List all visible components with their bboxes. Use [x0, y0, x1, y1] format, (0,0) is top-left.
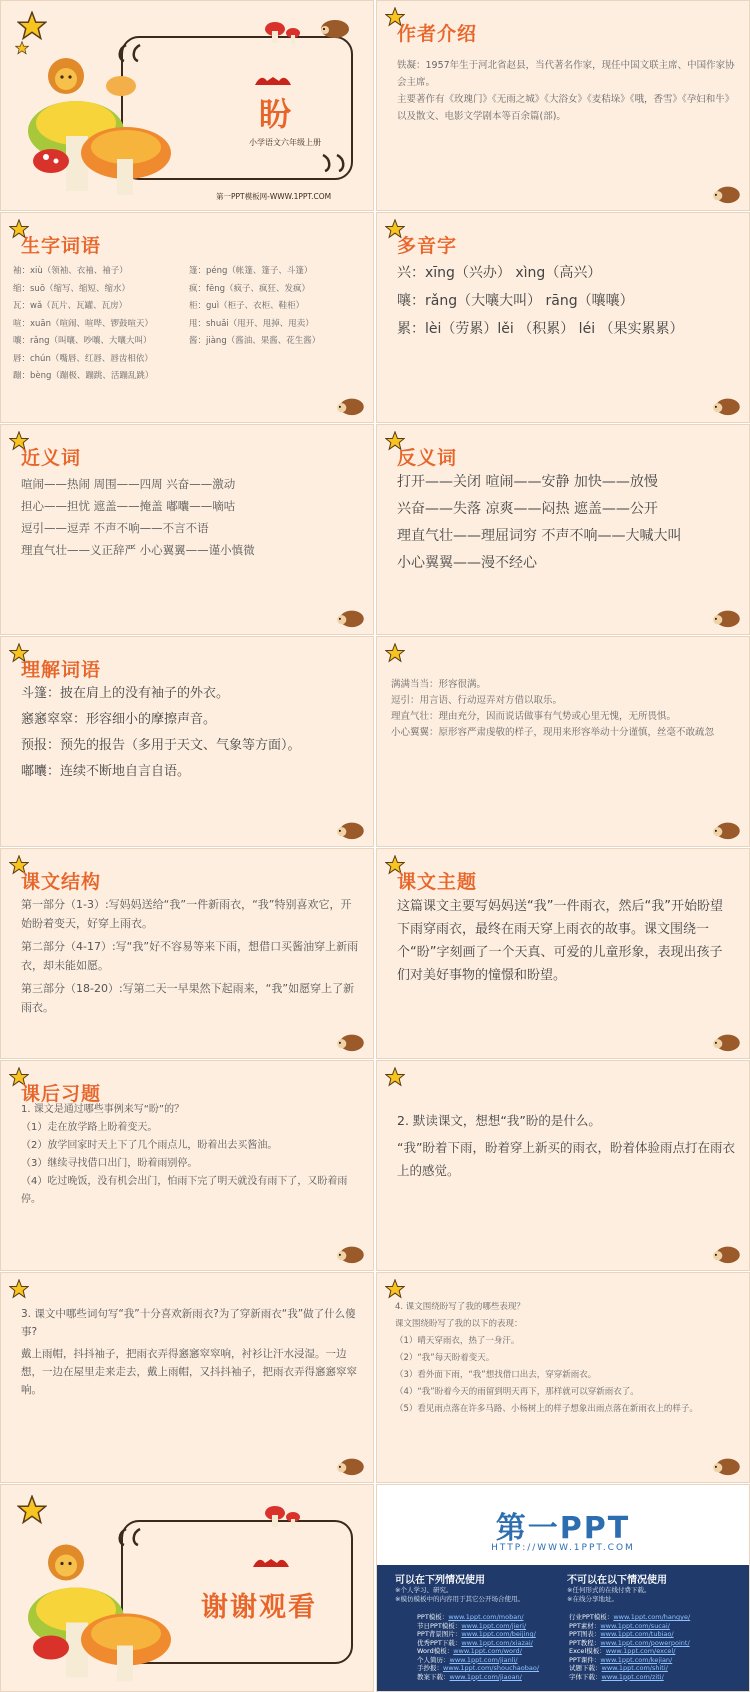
exercise-line: 1. 课文是通过哪些事例来写“盼”的？ [21, 1104, 185, 1115]
exercise-answer: “我”盼着下雨，盼着穿上新买的雨衣，盼着体验雨点打在雨衣上的感觉。 [397, 1140, 735, 1178]
hedgehog-icon [711, 1030, 741, 1052]
polyphone-line: 兴：xīng（兴办） xìng（高兴） [397, 265, 602, 281]
link[interactable]: www.1ppt.com/xiazai/ [461, 1638, 533, 1647]
slide-synonyms[interactable] [0, 424, 374, 635]
links-right [569, 1613, 690, 1681]
vocab-item: 篷：péng（帐篷、篷子、斗篷） [189, 266, 313, 276]
exercise-question: 2. 默读课文，想想“我”盼的是什么。 [397, 1113, 601, 1128]
slide-polyphone[interactable] [376, 212, 750, 423]
link-row: 试题下载：www.1ppt.com/shiti/ [569, 1664, 668, 1672]
exercise-line: （2）放学回家时天上下了几个雨点儿，盼着出去买酱油。 [21, 1140, 278, 1151]
link[interactable]: www.1ppt.com/moban/ [448, 1613, 524, 1621]
link-row: 个人简历：www.1ppt.com/jianli/ [417, 1655, 518, 1664]
link[interactable]: www.1ppt.com/sucai/ [600, 1621, 670, 1630]
star-icon [385, 1279, 405, 1299]
polyphone-line: 嚷：rǎng（大嚷大叫） rāng（嚷嚷） [397, 293, 634, 309]
exercise-line: （5）看见雨点落在许多马路、小杨树上的样子想象出雨点落在新雨衣上的样子。 [395, 1404, 698, 1414]
exercise3-body [21, 1305, 359, 1399]
slide-title: 多音字 [397, 235, 458, 257]
devil-horns-icon [253, 71, 293, 89]
link[interactable]: www.1ppt.com/jianli/ [449, 1655, 518, 1664]
vocab-item: 瓦：wǎ（瓦片、瓦罐、瓦房） [13, 301, 128, 311]
slide-antonyms[interactable] [376, 424, 750, 635]
brand-url[interactable]: HTTP://WWW.1PPT.COM [491, 1543, 635, 1553]
exercise-line: （3）看外面下雨，“我”想找借口出去，穿穿新雨衣。 [395, 1370, 597, 1380]
hedgehog-icon [711, 1454, 741, 1476]
link[interactable]: www.1ppt.com/ziti/ [601, 1672, 664, 1681]
slide-exercise-2[interactable] [376, 1060, 750, 1271]
vocab-columns [13, 263, 359, 386]
slide-exercise-4[interactable] [376, 1272, 750, 1483]
can-use-item: ※个人学习、研究。 [395, 1586, 453, 1594]
link-row: Excel模板：www.1ppt.com/excel/ [569, 1647, 676, 1655]
polyphone-line: 累：lèi（劳累）lěi （积累） léi （果实累累） [397, 321, 684, 337]
small-mushrooms-icon [263, 1503, 303, 1531]
star-icon [385, 1067, 405, 1087]
slide-vocab[interactable] [0, 212, 374, 423]
link[interactable]: www.1ppt.com/beijing/ [461, 1630, 536, 1638]
hedgehog-icon [335, 606, 365, 628]
hedgehog-icon [335, 1454, 365, 1476]
exercise-line: （1）走在放学路上盼着变天。 [21, 1122, 158, 1133]
meaning-line: 满满当当：形容很满。 [391, 679, 487, 690]
synonyms-line: 逗引——逗弄 不声不响——不言不语 [21, 521, 209, 535]
devil-horns-icon [251, 1553, 291, 1571]
small-mushrooms-icon [263, 19, 303, 47]
author-body [397, 57, 735, 125]
hedgehog-icon [335, 394, 365, 416]
theme-text: 这篇课文主要写妈妈送“我”一件雨衣，然后“我”开始盼望下雨穿雨衣，最终在雨天穿上雨衣的故事。课文围绕一个“盼”字刻画了一个天真、可爱的儿童形象，表现出孩子们对美好事物的憧憬和盼望。 [397, 899, 723, 983]
links-left [417, 1613, 539, 1681]
link[interactable]: www.1ppt.com/powerpoint/ [600, 1638, 690, 1647]
vocab-item: 缩：suō（缩写、缩短、缩水） [13, 283, 131, 294]
vocab-item: 唇：chún（嘴唇、红唇、唇齿相依） [13, 353, 153, 364]
exercise-line: （4）“我”盼着今天的雨留到明天再下，那样就可以穿新雨衣了。 [395, 1387, 639, 1397]
structure-body [21, 895, 359, 1017]
meaning-line: 窸窸窣窣：形容细小的摩擦声音。 [21, 712, 217, 727]
link-row: PPT图表：www.1ppt.com/tubiao/ [569, 1630, 674, 1638]
can-use-item: ※模仿模板中的内容用于其它公开场合使用。 [395, 1595, 524, 1603]
meaning-line: 嘟囔：连续不断地自言自语。 [21, 764, 191, 779]
antonyms-line: 打开——关闭 喧闹——安静 加快——放慢 [397, 474, 658, 490]
exercise-line: （3）继续寻找借口出门，盼着雨别停。 [21, 1158, 198, 1169]
vocab-item: 疯：fēng（疯子、疯狂、发疯） [189, 283, 311, 294]
slide-structure[interactable] [0, 848, 374, 1059]
vocab-item: 蹦：bèng（蹦极、蹦跳、活蹦乱跳） [13, 371, 154, 381]
vocab-item: 酱：jiàng（酱油、果酱、花生酱） [189, 336, 321, 346]
brand-logo: 第一PPT [495, 1511, 631, 1546]
slide-author[interactable] [376, 0, 750, 211]
link[interactable]: www.1ppt.com/shiti/ [601, 1664, 668, 1672]
link[interactable]: www.1ppt.com/excel/ [605, 1647, 676, 1655]
meaning-line: 小心翼翼：原形容严肃虔敬的样子，现用来形容举动十分谨慎，丝毫不敢疏忽 [391, 727, 715, 738]
vocab-item: 喧：xuān（喧闹、喧哗、锣鼓喧天） [13, 318, 154, 329]
vocab-item: 柜：guì（柜子、衣柜、鞋柜） [189, 301, 305, 311]
cover-subtitle: 小学语文六年级上册 [249, 138, 321, 147]
vocab-item: 袖：xiù（领袖、衣袖、袖子） [13, 266, 128, 276]
hedgehog-icon [711, 606, 741, 628]
slide-meaning-1[interactable] [0, 636, 374, 847]
can-use-title: 可以在下列情况使用 [395, 1575, 485, 1586]
meaning2-body [391, 677, 735, 741]
thanks-text: 谢谢观看 [201, 1592, 317, 1623]
structure-line: 第二部分（4-17）:写“我”好不容易等来下雨，想借口买酱油穿上新雨衣，却未能如愿。 [21, 940, 359, 972]
slide-title: 课文主题 [397, 871, 478, 893]
synonyms-line: 喧闹——热闹 周围——四周 兴奋——激动 [21, 477, 236, 491]
vocab-right [189, 263, 359, 386]
antonyms-line: 兴奋——失落 凉爽——闷热 遮盖——公开 [397, 501, 658, 517]
star-icon [17, 1495, 47, 1525]
polyphone-body [397, 259, 735, 343]
exercise2-body [397, 1109, 735, 1182]
mushroom-lion-illustration [21, 41, 176, 201]
mushroom-lion-illustration [21, 1525, 176, 1690]
slide-exercise-1[interactable] [0, 1060, 374, 1271]
structure-line: 第一部分（1-3）:写妈妈送给“我”一件新雨衣，“我”特别喜欢它，开始盼着变天，好穿上雨衣。 [21, 898, 352, 930]
link-row: 行业PPT模板：www.1ppt.com/hangye/ [569, 1613, 691, 1621]
slide-title: 近义词 [21, 447, 82, 469]
exercise4-body [395, 1299, 735, 1418]
structure-line: 第三部分（18-20）:写第二天一早果然下起雨来，“我”如愿穿上了新雨衣。 [21, 982, 355, 1014]
brand-footer [377, 1565, 749, 1691]
link-row: 手抄报：www.1ppt.com/shouchaobao/ [417, 1664, 540, 1672]
meaning-line: 逗引：用言语、行动逗弄对方借以取乐。 [391, 695, 563, 706]
antonyms-line: 小心翼翼——漫不经心 [397, 555, 537, 571]
slide-theme[interactable] [376, 848, 750, 1059]
slide-title: 作者介绍 [397, 23, 478, 45]
quote-open-icon [116, 41, 154, 65]
vocab-item: 甩：shuǎi（甩开、甩掉、甩卖） [189, 318, 314, 329]
star-icon [9, 1279, 29, 1299]
slide-title: 理解词语 [21, 659, 102, 681]
link-row: PPT课件：www.1ppt.com/kejian/ [569, 1655, 673, 1664]
link-row: 字体下载：www.1ppt.com/ziti/ [569, 1672, 664, 1681]
can-use-section [395, 1571, 555, 1604]
synonyms-body [21, 473, 359, 561]
hedgehog-icon [335, 1242, 365, 1264]
meaning1-body [21, 681, 359, 785]
link[interactable]: www.1ppt.com/word/ [453, 1647, 522, 1655]
quote-open-icon [116, 1525, 154, 1549]
exercise1-body [21, 1101, 359, 1209]
author-p1: 铁凝：1957年生于河北省赵县，当代著名作家，现任中国文联主席、中国作家协会主席。 [397, 60, 735, 88]
link-row: 优秀PPT下载：www.1ppt.com/xiazai/ [417, 1638, 533, 1647]
author-p2: 主要著作有《玫瑰门》《无雨之城》《大浴女》《麦秸垛》《哦，香雪》《孕妇和牛》以及散文、电影文学剧本等百余篇(部)。 [397, 94, 735, 122]
cover-site: 第一PPT模板网-WWW.1PPT.COM [216, 192, 332, 201]
cannot-use-item: ※任何形式的在线付费下载。 [567, 1586, 651, 1594]
exercise-line: 4. 课文围绕盼写了我的哪些表现？ [395, 1302, 525, 1312]
hedgehog-icon [711, 818, 741, 840]
hedgehog-icon [711, 182, 741, 204]
link-row: 教案下载：www.1ppt.com/jiaoan/ [417, 1672, 522, 1681]
meaning-line: 理直气壮：理由充分，因而说话做事有气势或心里无愧，无所畏惧。 [391, 711, 677, 722]
exercise-question: 3. 课文中哪些词句写“我”十分喜欢新雨衣?为了穿新雨衣“我”做了什么傻事? [21, 1308, 356, 1338]
synonyms-line: 理直气壮——义正辞严 小心翼翼——谨小慎微 [21, 543, 255, 557]
link[interactable]: www.1ppt.com/hangye/ [613, 1613, 691, 1621]
slide-title: 生字词语 [21, 235, 102, 257]
slide-title: 课文结构 [21, 871, 102, 893]
hedgehog-icon [711, 394, 741, 416]
link[interactable]: www.1ppt.com/jiaoan/ [449, 1672, 522, 1681]
link[interactable]: www.1ppt.com/jieri/ [461, 1621, 527, 1630]
star-icon [17, 11, 47, 41]
slide-exercise-3[interactable] [0, 1272, 374, 1483]
star-icon [385, 643, 405, 663]
link-row: 节日PPT模板：www.1ppt.com/jieri/ [417, 1621, 527, 1630]
cover-title: 盼 [259, 95, 292, 133]
meaning-line: 斗篷：披在肩上的没有袖子的外衣。 [21, 686, 230, 701]
exercise-line: （4）吃过晚饭，没有机会出门，怕雨下完了明天就没有雨下了，又盼着雨停。 [21, 1176, 348, 1205]
link-row: PPT背景图片：www.1ppt.com/beijing/ [417, 1630, 536, 1638]
slide-meaning-2[interactable] [376, 636, 750, 847]
antonyms-body [397, 469, 735, 577]
hedgehog-icon [711, 1242, 741, 1264]
hedgehog-icon [319, 15, 351, 39]
slide-cover[interactable] [0, 0, 374, 211]
cannot-use-item: ※在线分享地址。 [567, 1595, 618, 1603]
vocab-item: 嚷：rǎng（叫嚷、吵嚷、大嚷大叫） [13, 336, 152, 346]
hedgehog-icon [335, 818, 365, 840]
link[interactable]: www.1ppt.com/tubiao/ [600, 1630, 674, 1638]
antonyms-line: 理直气壮——理屈词穷 不声不响——大喊大叫 [397, 528, 682, 544]
slide-title: 反义词 [397, 447, 458, 469]
link-row: PPT素材：www.1ppt.com/sucai/ [569, 1621, 670, 1630]
cannot-use-title: 不可以在以下情况使用 [567, 1575, 667, 1586]
vocab-left [13, 263, 183, 386]
link-row: PPT模板：www.1ppt.com/moban/ [417, 1613, 524, 1621]
exercise-line: （2）“我”每天盼着变天。 [395, 1353, 495, 1363]
cannot-use-section [567, 1571, 737, 1604]
slide-brand[interactable] [376, 1484, 750, 1692]
quote-close-icon [309, 151, 347, 175]
exercise-line: （1）晴天穿雨衣，热了一身汗。 [395, 1336, 520, 1346]
synonyms-line: 担心——担忧 遮盖——掩盖 嘟囔——嘀咕 [21, 499, 236, 513]
exercise-line: 课文围绕盼写了我的以下的表现： [395, 1319, 523, 1329]
link[interactable]: www.1ppt.com/shouchaobao/ [443, 1664, 540, 1672]
slide-title: 课后习题 [21, 1083, 102, 1105]
link-row: Word模板：www.1ppt.com/word/ [417, 1647, 522, 1655]
link-row: PPT教程：www.1ppt.com/powerpoint/ [569, 1638, 690, 1647]
meaning-line: 预报：预先的报告（多用于天文、气象等方面）。 [21, 738, 301, 753]
exercise-answer: 戴上雨帽，抖抖袖子，把雨衣弄得窸窸窣窣响，衬衫让汗水浸湿。一边想，一边在屋里走来走去，戴上雨帽，又抖抖袖子，把雨衣弄得窸窸窣窣响。 [21, 1348, 357, 1396]
link[interactable]: www.1ppt.com/kejian/ [600, 1655, 673, 1664]
slide-thanks[interactable] [0, 1484, 374, 1692]
hedgehog-icon [335, 1030, 365, 1052]
